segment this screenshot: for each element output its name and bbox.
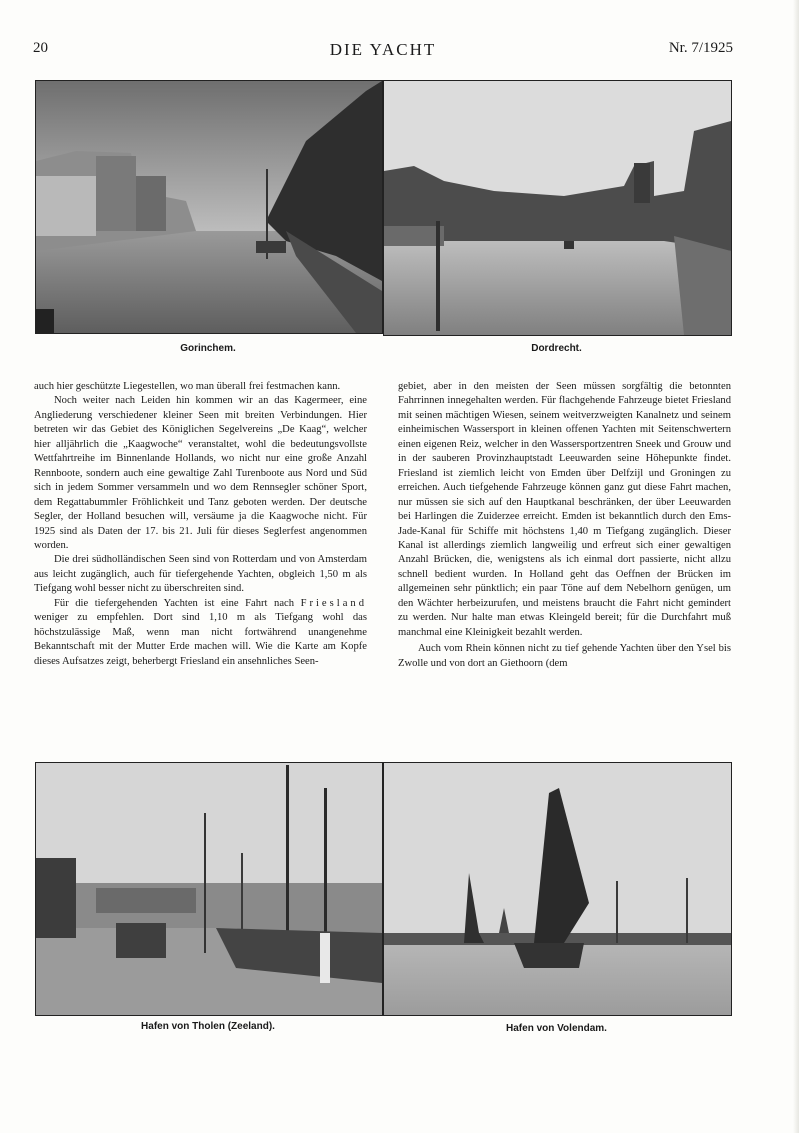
- text-run: weniger zu empfehlen. Dort sind 1,10 m als Tiefgang wohl das höchstzulässige Maß, wenn man nicht fortwährend unangenehme Bekanntschaft mit der Mutter Erde machen will. Wie die Karte am Kopfe dieses Aufsatzes zeigt, beherbergt Friesland ein ansehnliches Seen-: [34, 612, 367, 667]
- caption-gorinchem: Gorinchem.: [180, 343, 236, 354]
- caption-dordrecht: Dordrecht.: [531, 343, 582, 354]
- photo-dordrecht: [383, 80, 732, 336]
- photo-gorinchem: [35, 80, 383, 334]
- scan-edge: [793, 0, 799, 1133]
- emphasized-word: Friesland: [300, 597, 367, 609]
- paragraph: auch hier geschützte Liegestellen, wo man überall frei festmachen kann.: [34, 381, 341, 392]
- journal-title: DIE YACHT: [329, 40, 437, 59]
- paragraph: gebiet, aber in den meisten der Seen müssen sorgfältig die betonnten Fahrrinnen innegehalten werden. Für flachgehende Fahrzeuge bietet Friesland mit seinen mächtigen Wiesen, seinem weitverzweigten Kanalnetz und seinem einheimischen Wassersport in kleinen offenen Yachten mit Seitenschwertern einen eigenen Reiz, welcher in den Wassersportzentren Sneek und Grouw und in der sauberen Provinzhauptstadt Leeuwarden seine Höhepunkte findet. Friesland ist ziemlich leicht von Emden über Delfzijl und Groningen zu erreichen. Auch tiefgehende Fahrzeuge können ganz gut diese Fahrt machen, nur müssen sie sich auf den Hauptkanal beschränken, der über Leeuwarden bei Harlingen die Zuiderzee erreicht. Emden ist bekanntlich durch den Ems-Jade-Kanal für Schiffe mit höchstens 1,40 m Tiefgang zugänglich. Dieser Kanal ist allerdings ziemlich langweilig und erfreut sich einer gewaltigen Anzahl Brücken, die, wenigstens als ich einmal dort passierte, nicht allzu schnell bedient wurden. In Holland geht das Oeffnen der Brücken im allgemeinen sehr pünktlich; ein paar Töne auf dem Nebelhorn genügen, um den Wächter herbeizurufen, und meistens braucht die Fahrt nicht gemindert zu werden. Nur halte man etwas Kleingeld bereit; für die Durchfahrt muß manchmal eine Kleinigkeit bezahlt werden.: [398, 381, 731, 638]
- issue-number: Nr. 7/1925: [668, 40, 733, 56]
- caption-tholen: Hafen von Tholen (Zeeland).: [141, 1021, 275, 1032]
- paragraph: Auch vom Rhein können nicht zu tief gehende Yachten über den Ysel bis Zwolle und von dort an Giethoorn (dem: [398, 643, 731, 669]
- text-run: Für die tiefergehenden Yachten ist eine Fahrt nach: [54, 597, 295, 609]
- caption-volendam: Hafen von Volendam.: [506, 1023, 607, 1034]
- left-text-column: [34, 380, 367, 669]
- photo-volendam: [383, 762, 732, 1016]
- paragraph: Noch weiter nach Leiden hin kommen wir an das Kagermeer, eine Angliederung verschiedener kleiner Seen mit breiten Verbindungen. Hier betreten wir das Gebiet des Königlichen Segelvereins „De Kaag“, welcher hier alljährlich die „Kaagwoche“ veranstaltet, wohl die bedeutungsvollste Wettfahrtreihe im Binnenlande Hollands, wo nicht nur eine große Anzahl Rennboote, sondern auch eine gewaltige Zahl Turenboote aus Nord und Süd sich in jedem Sommer versammeln und wo dem Rennsegler schöner Sport, dem Regattabummler Fröhlichkeit und Tanz geboten werden. Der deutsche Segler, der Holland besuchen will, versäume ja die Kaagwoche nicht. Für 1925 sind als Daten der 17. bis 21. Juli für dieses Seglerfest angenommen worden.: [34, 395, 367, 551]
- paragraph: Die drei südholländischen Seen sind von Rotterdam und von Amsterdam aus leicht zugänglich, auch für tiefergehende Yachten, obgleich 1,50 m als Tiefgang wohl besser nicht zu überschreiten sind.: [34, 554, 367, 595]
- running-header: [33, 40, 733, 62]
- right-text-column: [398, 380, 731, 671]
- page-number: 20: [33, 40, 48, 56]
- photo-tholen: [35, 762, 383, 1016]
- paragraph: [34, 597, 367, 669]
